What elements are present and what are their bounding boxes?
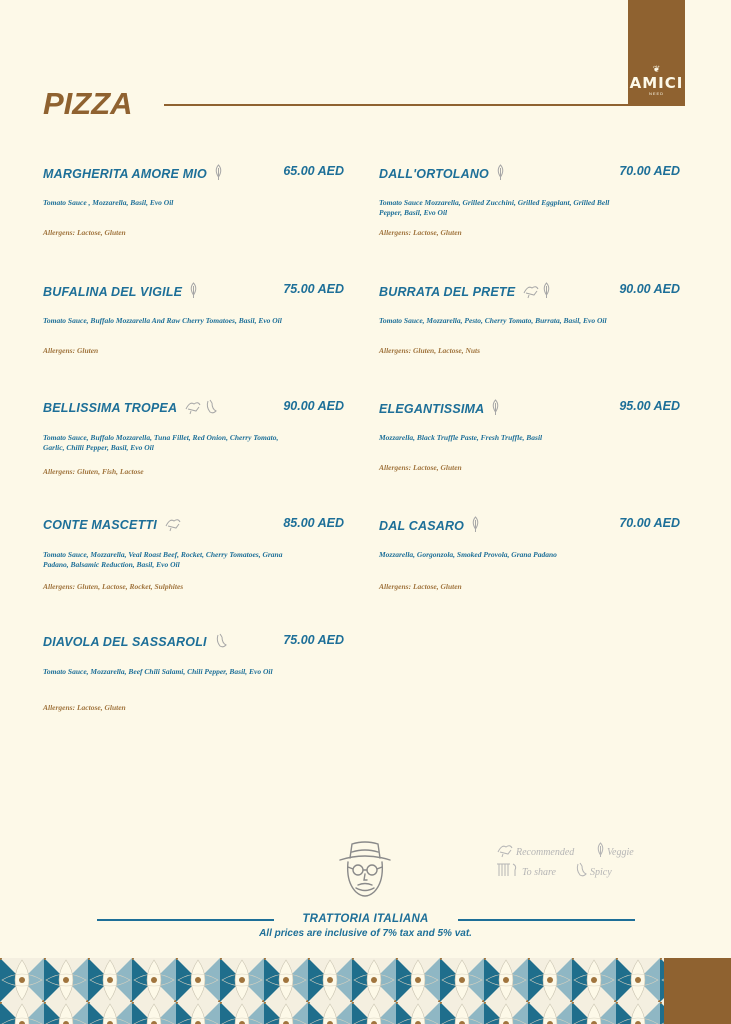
recommended-icon <box>522 283 540 299</box>
legend-spicy-label: Spicy <box>590 867 612 878</box>
menu-item <box>43 164 344 237</box>
item-price: 90.00 AED <box>619 282 680 296</box>
item-description: Tomato Sauce , Mozzarella, Basil, Evo Oil <box>43 198 174 207</box>
menu-item <box>379 282 680 355</box>
share-icon <box>496 862 520 878</box>
menu-item <box>43 399 344 476</box>
legend-veggie-label: Veggie <box>607 847 634 858</box>
item-allergens: Allergens: Lactose, Gluten <box>43 228 126 237</box>
item-allergens: Allergens: Gluten, Lactose, Nuts <box>379 346 481 355</box>
veggie-icon <box>496 164 505 181</box>
legend-recommended-label: Recommended <box>516 847 575 858</box>
item-price: 85.00 AED <box>283 516 344 530</box>
item-allergens: Allergens: Lactose, Gluten <box>379 463 462 472</box>
item-price: 70.00 AED <box>619 516 680 530</box>
item-name: BURRATA DEL PRETE <box>379 285 516 299</box>
page-title: PIZZA <box>43 86 133 121</box>
menu-item <box>43 516 344 591</box>
menu-item <box>43 633 344 712</box>
item-allergens: Allergens: Gluten <box>43 346 99 355</box>
recommended-icon <box>496 842 514 858</box>
footer-title: TRATTORIA ITALIANA <box>302 913 429 925</box>
decorative-tile-border <box>0 958 664 1024</box>
item-name: MARGHERITA AMORE MIO <box>43 167 207 181</box>
menu-item <box>379 164 680 237</box>
item-name: DAL CASARO <box>379 519 465 533</box>
footer-price-note: All prices are inclusive of 7% tax and 5% vat. <box>259 928 472 939</box>
item-price: 75.00 AED <box>283 633 344 647</box>
veggie-icon <box>542 282 551 299</box>
spicy-icon <box>204 399 218 415</box>
item-name: ELEGANTISSIMA <box>379 402 485 416</box>
menu-item <box>43 282 344 355</box>
item-description: Tomato Sauce, Mozzarella, Pesto, Cherry Tomato, Burrata, Basil, Evo Oil <box>379 316 607 325</box>
legend-spicy <box>574 862 612 878</box>
item-description: Tomato Sauce, Buffalo Mozzarella, Tuna Fillet, Red Onion, Cherry Tomato, Garlic, Chilli Pepper, Basil, Evo Oil <box>43 433 279 452</box>
item-description: Tomato Sauce Mozzarella, Grilled Zucchini, Grilled Eggplant, Grilled Bell Pepper, Basil, Evo Oil <box>379 198 610 217</box>
chef-icon <box>336 838 394 902</box>
spicy-icon <box>214 633 228 649</box>
veggie-icon <box>596 842 605 858</box>
recommended-icon <box>184 399 202 415</box>
item-name: DIAVOLA DEL SASSAROLI <box>43 635 207 649</box>
menu-item <box>379 399 680 472</box>
item-price: 75.00 AED <box>283 282 344 296</box>
item-price: 70.00 AED <box>619 164 680 178</box>
item-name: BUFALINA DEL VIGILE <box>43 285 183 299</box>
item-price: 65.00 AED <box>283 164 344 178</box>
item-description: Mozzarella, Gorgonzola, Smoked Provola, Grana Padano <box>379 550 557 559</box>
recommended-icon <box>164 516 182 532</box>
spicy-icon <box>574 862 588 878</box>
logo-name: AMICI <box>629 74 684 92</box>
item-allergens: Allergens: Gluten, Fish, Lactose <box>43 467 144 476</box>
item-name: DALL'ORTOLANO <box>379 167 489 181</box>
item-price: 95.00 AED <box>619 399 680 413</box>
legend-to-share <box>496 862 556 878</box>
item-name: BELLISSIMA TROPEA <box>43 401 178 415</box>
item-allergens: Allergens: Lactose, Gluten <box>379 228 462 237</box>
item-price: 90.00 AED <box>283 399 344 413</box>
item-allergens: Allergens: Lactose, Gluten <box>379 582 462 591</box>
item-description: Tomato Sauce, Mozzarella, Veal Roast Beef, Rocket, Cherry Tomatoes, Grana Padano, Balsamic Reduction, Basil, Evo Oil <box>43 550 283 569</box>
item-allergens: Allergens: Lactose, Gluten <box>43 703 126 712</box>
veggie-icon <box>189 282 198 299</box>
menu-item <box>379 516 680 591</box>
veggie-icon <box>214 164 223 181</box>
legend-veggie <box>596 842 634 858</box>
legend-to-share-label: To share <box>522 867 556 878</box>
legend <box>496 838 666 882</box>
item-description: Tomato Sauce, Buffalo Mozzarella And Raw Cherry Tomatoes, Basil, Evo Oil <box>43 316 282 325</box>
item-allergens: Allergens: Gluten, Lactose, Rocket, Sulphites <box>43 582 184 591</box>
title-divider <box>164 104 628 106</box>
item-description: Tomato Sauce, Mozzarella, Beef Chili Salami, Chili Pepper, Basil, Evo Oil <box>43 667 273 676</box>
brand-logo <box>628 0 685 106</box>
legend-recommended <box>496 842 574 858</box>
item-description: Mozzarella, Black Truffle Paste, Fresh Truffle, Basil <box>379 433 543 442</box>
logo-emblem-icon: ❦ <box>652 64 661 74</box>
decorative-corner-block <box>664 958 731 1024</box>
item-name: CONTE MASCETTI <box>43 518 157 532</box>
veggie-icon <box>471 516 480 533</box>
logo-subtitle: NEED <box>648 91 665 96</box>
veggie-icon <box>491 399 500 416</box>
